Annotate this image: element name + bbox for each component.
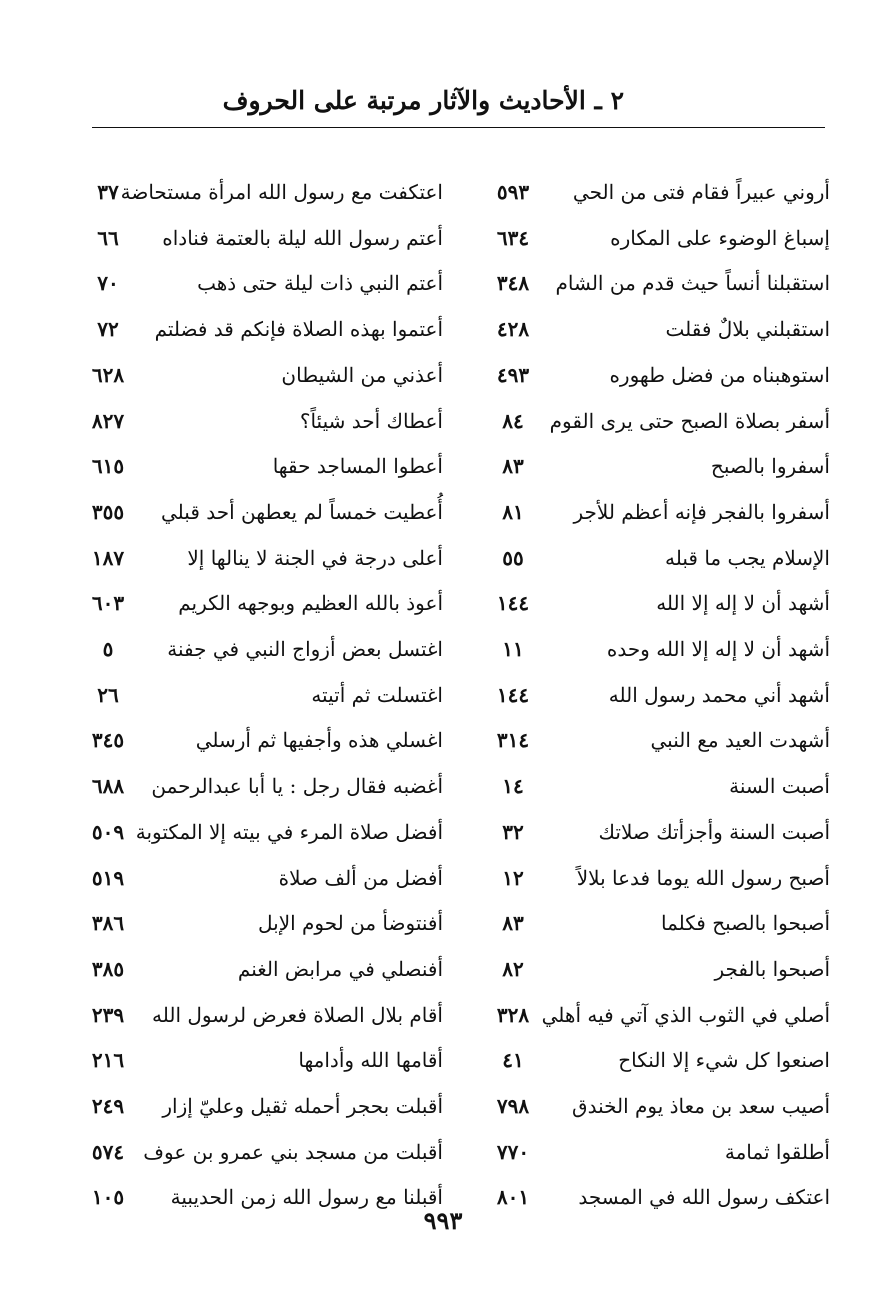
left-entry-text: اغتسل بعض أزواج النبي في جفنة (167, 637, 443, 661)
right-entry-text: استقبلني بلالٌ فقلت (665, 317, 830, 341)
left-entry-page: ٧٢ (97, 317, 119, 341)
index-row (0, 858, 886, 898)
left-entry-text: أغضبه فقال رجل : يا أبا عبدالرحمن (151, 774, 443, 798)
left-entry-page: ٦٨٨ (91, 774, 125, 798)
right-entry-text: استوهبناه من فضل طهوره (609, 363, 830, 387)
left-entry-page: ٦٢٨ (91, 363, 125, 387)
left-entry-text: اغسلي هذه وأجفيها ثم أرسلي (195, 728, 443, 752)
index-row (0, 263, 886, 303)
right-entry-page: ٨٤ (502, 409, 524, 433)
left-entry-page: ٥ (102, 637, 114, 661)
right-entry-page: ٥٥ (502, 546, 524, 570)
right-entry-text: أصيب سعد بن معاذ يوم الخندق (572, 1094, 830, 1118)
index-row (0, 1132, 886, 1172)
right-entry-text: أشهد أني محمد رسول الله (608, 683, 830, 707)
right-entry-text: أسفر بصلاة الصبح حتى يرى القوم (549, 409, 830, 433)
right-entry-page: ١١ (502, 637, 524, 661)
left-entry-page: ٦١٥ (91, 454, 125, 478)
left-entry-text: أفضل صلاة المرء في بيته إلا المكتوبة (135, 820, 443, 844)
left-entry-text: أعتموا بهذه الصلاة فإنكم قد فضلتم (154, 317, 443, 341)
right-entry-text: أشهد أن لا إله إلا الله (656, 591, 830, 615)
right-entry-text: أصبت السنة (729, 774, 830, 798)
left-entry-text: أقبلت بحجر أحمله ثقيل وعليّ إزار (162, 1094, 443, 1118)
left-entry-text: أفضل من ألف صلاة (278, 866, 443, 890)
left-entry-page: ٥١٩ (91, 866, 125, 890)
right-entry-page: ٨١ (502, 500, 524, 524)
right-entry-page: ٤٢٨ (496, 317, 530, 341)
right-entry-page: ٣٢ (502, 820, 524, 844)
right-entry-page: ٣١٤ (496, 728, 530, 752)
left-entry-page: ٢٦ (97, 683, 119, 707)
right-entry-text: أصلي في الثوب الذي آتي فيه أهلي (541, 1003, 830, 1027)
left-entry-page: ٣٨٦ (91, 911, 125, 935)
index-row (0, 355, 886, 395)
left-entry-text: اغتسلت ثم أتيته (311, 683, 443, 707)
left-entry-page: ٧٠ (97, 271, 119, 295)
right-entry-page: ٣٢٨ (496, 1003, 530, 1027)
right-entry-text: أشهدت العيد مع النبي (650, 728, 830, 752)
left-entry-text: أعطوا المساجد حقها (272, 454, 443, 478)
left-entry-text: أقام بلال الصلاة فعرض لرسول الله (152, 1003, 443, 1027)
left-entry-page: ٥٠٩ (91, 820, 125, 844)
right-entry-text: اصنعوا كل شيء إلا النكاح (618, 1048, 830, 1072)
running-title: ٢ ـ الأحاديث والآثار مرتبة على الحروف (222, 86, 624, 115)
index-row (0, 446, 886, 486)
left-entry-text: أعلى درجة في الجنة لا ينالها إلا (187, 546, 443, 570)
right-entry-page: ١٤ (502, 774, 524, 798)
right-entry-page: ١٢ (502, 866, 524, 890)
left-entry-text: أقبلنا مع رسول الله زمن الحديبية (170, 1185, 443, 1209)
left-entry-page: ٦٠٣ (91, 591, 125, 615)
left-entry-page: ٣٥٥ (91, 500, 125, 524)
left-entry-page: ١٠٥ (91, 1185, 125, 1209)
left-entry-text: أعتم النبي ذات ليلة حتى ذهب (197, 271, 443, 295)
left-entry-text: أعوذ بالله العظيم وبوجهه الكريم (178, 591, 443, 615)
right-entry-text: أصبحوا بالصبح فكلما (660, 911, 830, 935)
right-entry-page: ٦٣٤ (496, 226, 530, 250)
left-entry-text: أعطاك أحد شيئاً؟ (299, 409, 443, 433)
index-row (0, 812, 886, 852)
right-entry-page: ٧٧٠ (496, 1140, 530, 1164)
right-entry-text: إسباغ الوضوء على المكاره (610, 226, 830, 250)
left-entry-page: ٦٦ (97, 226, 119, 250)
right-entry-text: أطلقوا ثمامة (724, 1140, 830, 1164)
left-entry-page: ١٨٧ (91, 546, 125, 570)
index-row (0, 949, 886, 989)
index-row (0, 629, 886, 669)
right-entry-text: أروني عبيراً فقام فتى من الحي (572, 180, 830, 204)
right-entry-text: الإسلام يجب ما قبله (665, 546, 830, 570)
right-entry-page: ٨٣ (502, 911, 524, 935)
page-number: ٩٩٣ (423, 1206, 463, 1235)
index-row (0, 1040, 886, 1080)
index-row (0, 401, 886, 441)
right-entry-text: استقبلنا أنساً حيث قدم من الشام (555, 271, 830, 295)
index-row (0, 218, 886, 258)
index-row (0, 995, 886, 1035)
right-entry-text: أسفروا بالفجر فإنه أعظم للأجر (573, 500, 830, 524)
left-entry-text: اعتكفت مع رسول الله امرأة مستحاضة (120, 180, 443, 204)
left-entry-page: ٥٧٤ (91, 1140, 125, 1164)
right-entry-page: ٤٩٣ (496, 363, 530, 387)
right-entry-page: ١٤٤ (496, 591, 530, 615)
left-entry-text: أعذني من الشيطان (281, 363, 443, 387)
index-row (0, 172, 886, 212)
index-row (0, 309, 886, 349)
index-row (0, 1086, 886, 1126)
right-entry-text: أشهد أن لا إله إلا الله وحده (606, 637, 830, 661)
right-entry-page: ٨٢ (502, 957, 524, 981)
left-entry-page: ٢٣٩ (91, 1003, 125, 1027)
right-entry-text: أصبت السنة وأجزأتك صلاتك (598, 820, 830, 844)
right-entry-text: أصبحوا بالفجر (714, 957, 830, 981)
right-entry-page: ٧٩٨ (496, 1094, 530, 1118)
left-entry-page: ٨٢٧ (91, 409, 125, 433)
index-row (0, 492, 886, 532)
right-entry-page: ٤١ (502, 1048, 524, 1072)
left-entry-text: أُعطيت خمساً لم يعطهن أحد قبلي (161, 500, 443, 524)
left-entry-page: ٣٨٥ (91, 957, 125, 981)
right-entry-text: أسفروا بالصبح (710, 454, 830, 478)
right-entry-page: ١٤٤ (496, 683, 530, 707)
left-entry-page: ٢١٦ (91, 1048, 125, 1072)
left-entry-text: أفنصلي في مرابض الغنم (237, 957, 443, 981)
index-row (0, 675, 886, 715)
right-entry-page: ٥٩٣ (496, 180, 530, 204)
right-entry-page: ٣٤٨ (496, 271, 530, 295)
left-entry-text: أقبلت من مسجد بني عمرو بن عوف (143, 1140, 443, 1164)
right-entry-page: ٨٠١ (496, 1185, 530, 1209)
left-entry-page: ٣٤٥ (91, 728, 125, 752)
left-entry-page: ٣٧ (97, 180, 119, 204)
right-entry-page: ٨٣ (502, 454, 524, 478)
index-row (0, 720, 886, 760)
left-entry-text: أعتم رسول الله ليلة بالعتمة فناداه (162, 226, 443, 250)
left-entry-text: أقامها الله وأدامها (298, 1048, 443, 1072)
right-entry-text: أصبح رسول الله يوما فدعا بلالاً (576, 866, 830, 890)
right-entry-text: اعتكف رسول الله في المسجد (578, 1185, 830, 1209)
left-entry-page: ٢٤٩ (91, 1094, 125, 1118)
index-row (0, 903, 886, 943)
index-row (0, 583, 886, 623)
index-row (0, 538, 886, 578)
index-row (0, 766, 886, 806)
left-entry-text: أفنتوضأ من لحوم الإبل (258, 911, 443, 935)
